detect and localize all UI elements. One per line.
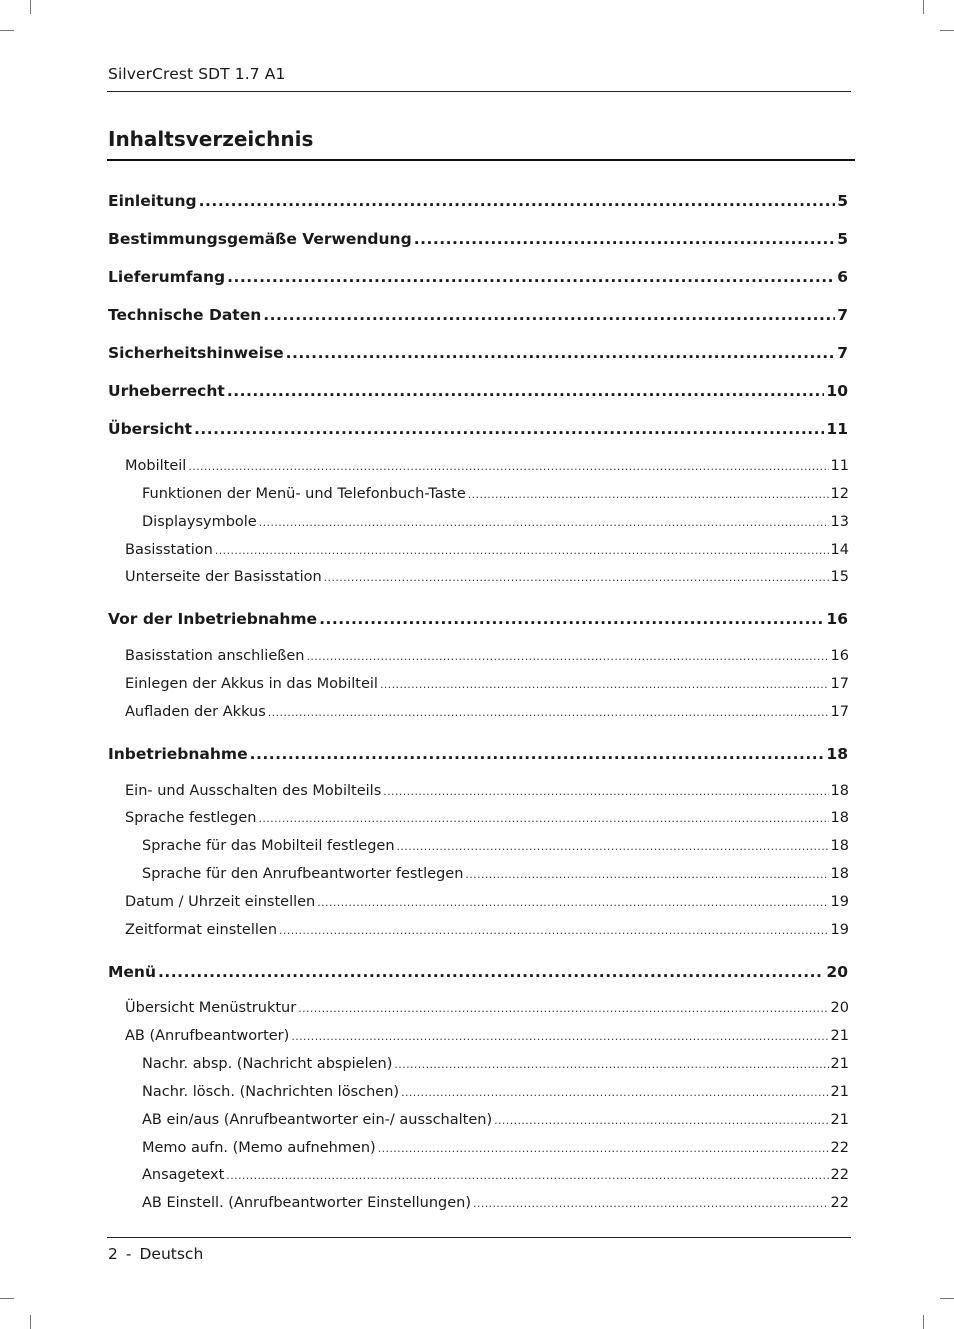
toc-leader bbox=[317, 892, 828, 914]
toc-leader bbox=[397, 836, 829, 858]
footer-page-number: 2 bbox=[108, 1245, 118, 1263]
toc-leader bbox=[268, 702, 829, 724]
toc-entry-title: Inbetriebnahme bbox=[108, 745, 248, 763]
toc-entry-title: Lieferumfang bbox=[108, 268, 226, 286]
toc-leader bbox=[378, 1138, 829, 1160]
toc-entry-page: 16 bbox=[826, 610, 848, 628]
toc-entry[interactable] bbox=[125, 1025, 849, 1047]
toc-entry[interactable] bbox=[108, 960, 848, 984]
toc-entry-page: 18 bbox=[830, 810, 849, 826]
crop-mark bbox=[0, 30, 14, 31]
toc-entry[interactable] bbox=[108, 341, 848, 365]
toc-leader bbox=[259, 512, 829, 534]
crop-mark bbox=[0, 1298, 14, 1299]
toc-leader bbox=[324, 567, 829, 589]
toc-leader bbox=[291, 1026, 828, 1048]
toc-entry-page: 17 bbox=[830, 676, 849, 692]
toc-entry-page: 21 bbox=[830, 1112, 849, 1128]
toc-entry-page: 18 bbox=[826, 745, 848, 763]
toc-entry[interactable] bbox=[125, 673, 849, 695]
toc-entry-page: 5 bbox=[837, 192, 848, 210]
toc-title: Inhaltsverzeichnis bbox=[108, 127, 314, 151]
toc-leader bbox=[298, 998, 828, 1020]
toc-leader bbox=[473, 1193, 829, 1215]
toc-entry[interactable] bbox=[125, 566, 849, 588]
toc-leader bbox=[465, 864, 828, 886]
toc-leader bbox=[380, 674, 829, 696]
toc-leader bbox=[286, 341, 836, 365]
toc-entry[interactable] bbox=[108, 189, 848, 213]
toc-entry[interactable] bbox=[125, 997, 849, 1019]
toc-leader bbox=[226, 1165, 828, 1187]
toc-entry-page: 15 bbox=[830, 569, 849, 585]
toc-entry-title: Basisstation bbox=[125, 542, 213, 558]
toc-entry[interactable] bbox=[108, 742, 848, 766]
toc-entry[interactable] bbox=[125, 891, 849, 913]
toc-entry-title: Vor der Inbetriebnahme bbox=[108, 610, 318, 628]
toc-leader bbox=[258, 808, 828, 830]
toc-entry-title: Basisstation anschließen bbox=[125, 648, 305, 664]
toc-entry-page: 7 bbox=[837, 306, 848, 324]
crop-mark bbox=[940, 1298, 954, 1299]
toc-entry-title: Ansagetext bbox=[142, 1167, 225, 1183]
toc-entry-title: Einlegen der Akkus in das Mobilteil bbox=[125, 676, 378, 692]
crop-mark bbox=[923, 1315, 924, 1329]
crop-mark bbox=[940, 30, 954, 31]
toc-entry[interactable] bbox=[125, 780, 849, 802]
toc-leader bbox=[263, 303, 835, 327]
toc-entry-title: Sicherheitshinweise bbox=[108, 344, 284, 362]
toc-leader bbox=[250, 742, 825, 766]
footer-language: Deutsch bbox=[139, 1245, 204, 1263]
footer-separator: - bbox=[125, 1245, 132, 1263]
toc-entry-page: 6 bbox=[837, 268, 848, 286]
toc-leader bbox=[188, 456, 828, 478]
toc-entry-title: Technische Daten bbox=[108, 306, 262, 324]
toc-entry-title: AB Einstell. (Anrufbeantworter Einstellungen) bbox=[142, 1195, 472, 1211]
toc-entry-page: 11 bbox=[826, 420, 848, 438]
toc-entry-page: 21 bbox=[830, 1056, 849, 1072]
toc-entry-page: 22 bbox=[830, 1195, 849, 1211]
crop-mark bbox=[30, 1315, 31, 1329]
toc-entry-title: Übersicht bbox=[108, 420, 193, 438]
toc-entry[interactable] bbox=[108, 265, 848, 289]
toc-entry-page: 14 bbox=[830, 542, 849, 558]
toc-entry[interactable] bbox=[125, 539, 849, 561]
toc-leader bbox=[401, 1082, 828, 1104]
toc-leader bbox=[279, 920, 829, 942]
toc-leader bbox=[394, 1054, 828, 1076]
toc-entry-page: 19 bbox=[830, 894, 849, 910]
toc-entry-title: Menü bbox=[108, 963, 157, 981]
toc-entry[interactable] bbox=[125, 455, 849, 477]
toc-entry-title: Nachr. absp. (Nachricht abspielen) bbox=[142, 1056, 393, 1072]
toc-leader bbox=[494, 1110, 828, 1132]
toc-entry-title: Aufladen der Akkus bbox=[125, 704, 266, 720]
toc-leader bbox=[414, 227, 836, 251]
toc-entry-title: Bestimmungsgemäße Verwendung bbox=[108, 230, 412, 248]
toc-entry-title: Unterseite der Basisstation bbox=[125, 569, 322, 585]
toc-leader bbox=[199, 189, 836, 213]
toc-entry[interactable] bbox=[108, 607, 848, 631]
crop-mark bbox=[30, 0, 31, 14]
toc-entry-title: Übersicht Menüstruktur bbox=[125, 1000, 297, 1016]
toc-entry-page: 18 bbox=[830, 866, 849, 882]
toc-entry-page: 5 bbox=[837, 230, 848, 248]
toc-entry-page: 16 bbox=[830, 648, 849, 664]
toc-leader bbox=[307, 646, 829, 668]
toc-entry-page: 18 bbox=[830, 838, 849, 854]
toc-entry-page: 19 bbox=[830, 922, 849, 938]
toc-leader bbox=[319, 607, 824, 631]
toc-entry[interactable] bbox=[142, 511, 849, 533]
toc-entry[interactable] bbox=[108, 227, 848, 251]
toc-entry-title: Displaysymbole bbox=[142, 514, 257, 530]
toc-entry[interactable] bbox=[142, 863, 849, 885]
toc-entry-title: Urheberrecht bbox=[108, 382, 225, 400]
toc-entry-title: AB (Anrufbeantworter) bbox=[125, 1028, 290, 1044]
toc-leader bbox=[383, 781, 828, 803]
toc-leader bbox=[215, 540, 829, 562]
toc-entry[interactable] bbox=[142, 835, 849, 857]
toc-entry-title: Datum / Uhrzeit einstellen bbox=[125, 894, 316, 910]
toc-leader bbox=[194, 417, 824, 441]
toc-entry[interactable] bbox=[108, 417, 848, 441]
toc-entry-page: 20 bbox=[826, 963, 848, 981]
toc-entry-title: Memo aufn. (Memo aufnehmen) bbox=[142, 1140, 376, 1156]
toc-entry-page: 21 bbox=[830, 1084, 849, 1100]
toc-entry[interactable] bbox=[125, 701, 849, 723]
toc-entry-page: 12 bbox=[830, 486, 849, 502]
toc-entry[interactable] bbox=[108, 379, 848, 403]
toc-entry-page: 13 bbox=[830, 514, 849, 530]
toc-entry-title: Einleitung bbox=[108, 192, 197, 210]
toc-entry[interactable] bbox=[125, 645, 849, 667]
toc-entry[interactable] bbox=[108, 303, 848, 327]
toc-entry-title: Nachr. lösch. (Nachrichten löschen) bbox=[142, 1084, 400, 1100]
toc-entry-page: 10 bbox=[826, 382, 848, 400]
header-rule bbox=[107, 91, 851, 92]
page-footer bbox=[108, 1244, 203, 1264]
toc-entry-page: 11 bbox=[830, 458, 849, 474]
toc-entry-page: 18 bbox=[830, 783, 849, 799]
toc-entry[interactable] bbox=[142, 1164, 849, 1186]
toc-entry-title: AB ein/aus (Anrufbeantworter ein-/ ausschalten) bbox=[142, 1112, 493, 1128]
toc-leader bbox=[468, 484, 829, 506]
title-rule bbox=[107, 159, 855, 161]
page-header: SilverCrest SDT 1.7 A1 bbox=[108, 65, 286, 83]
toc-entry[interactable] bbox=[142, 483, 849, 505]
toc-leader bbox=[227, 265, 835, 289]
crop-mark bbox=[923, 0, 924, 14]
toc-entry[interactable] bbox=[142, 1137, 849, 1159]
toc-entry-title: Mobilteil bbox=[125, 458, 187, 474]
toc-entry-title: Sprache für das Mobilteil festlegen bbox=[142, 838, 395, 854]
toc-leader bbox=[227, 379, 825, 403]
toc-entry-page: 22 bbox=[830, 1167, 849, 1183]
toc-entry[interactable] bbox=[142, 1081, 849, 1103]
toc-entry[interactable] bbox=[125, 919, 849, 941]
toc-entry[interactable] bbox=[125, 807, 849, 829]
toc-entry[interactable] bbox=[142, 1192, 849, 1214]
toc-entry-page: 7 bbox=[837, 344, 848, 362]
toc-entry-title: Sprache für den Anrufbeantworter festlegen bbox=[142, 866, 464, 882]
toc-entry-title: Zeitformat einstellen bbox=[125, 922, 278, 938]
footer-rule bbox=[107, 1237, 851, 1238]
toc-entry-page: 20 bbox=[830, 1000, 849, 1016]
toc-entry-title: Funktionen der Menü- und Telefonbuch-Taste bbox=[142, 486, 466, 502]
toc-entry[interactable] bbox=[142, 1053, 849, 1075]
toc-entry-page: 17 bbox=[830, 704, 849, 720]
toc-entry[interactable] bbox=[142, 1109, 849, 1131]
toc-entry-title: Ein- und Ausschalten des Mobilteils bbox=[125, 783, 382, 799]
toc-leader bbox=[158, 960, 824, 984]
toc-entry-title: Sprache festlegen bbox=[125, 810, 257, 826]
toc-entry-page: 22 bbox=[830, 1140, 849, 1156]
toc-entry-page: 21 bbox=[830, 1028, 849, 1044]
